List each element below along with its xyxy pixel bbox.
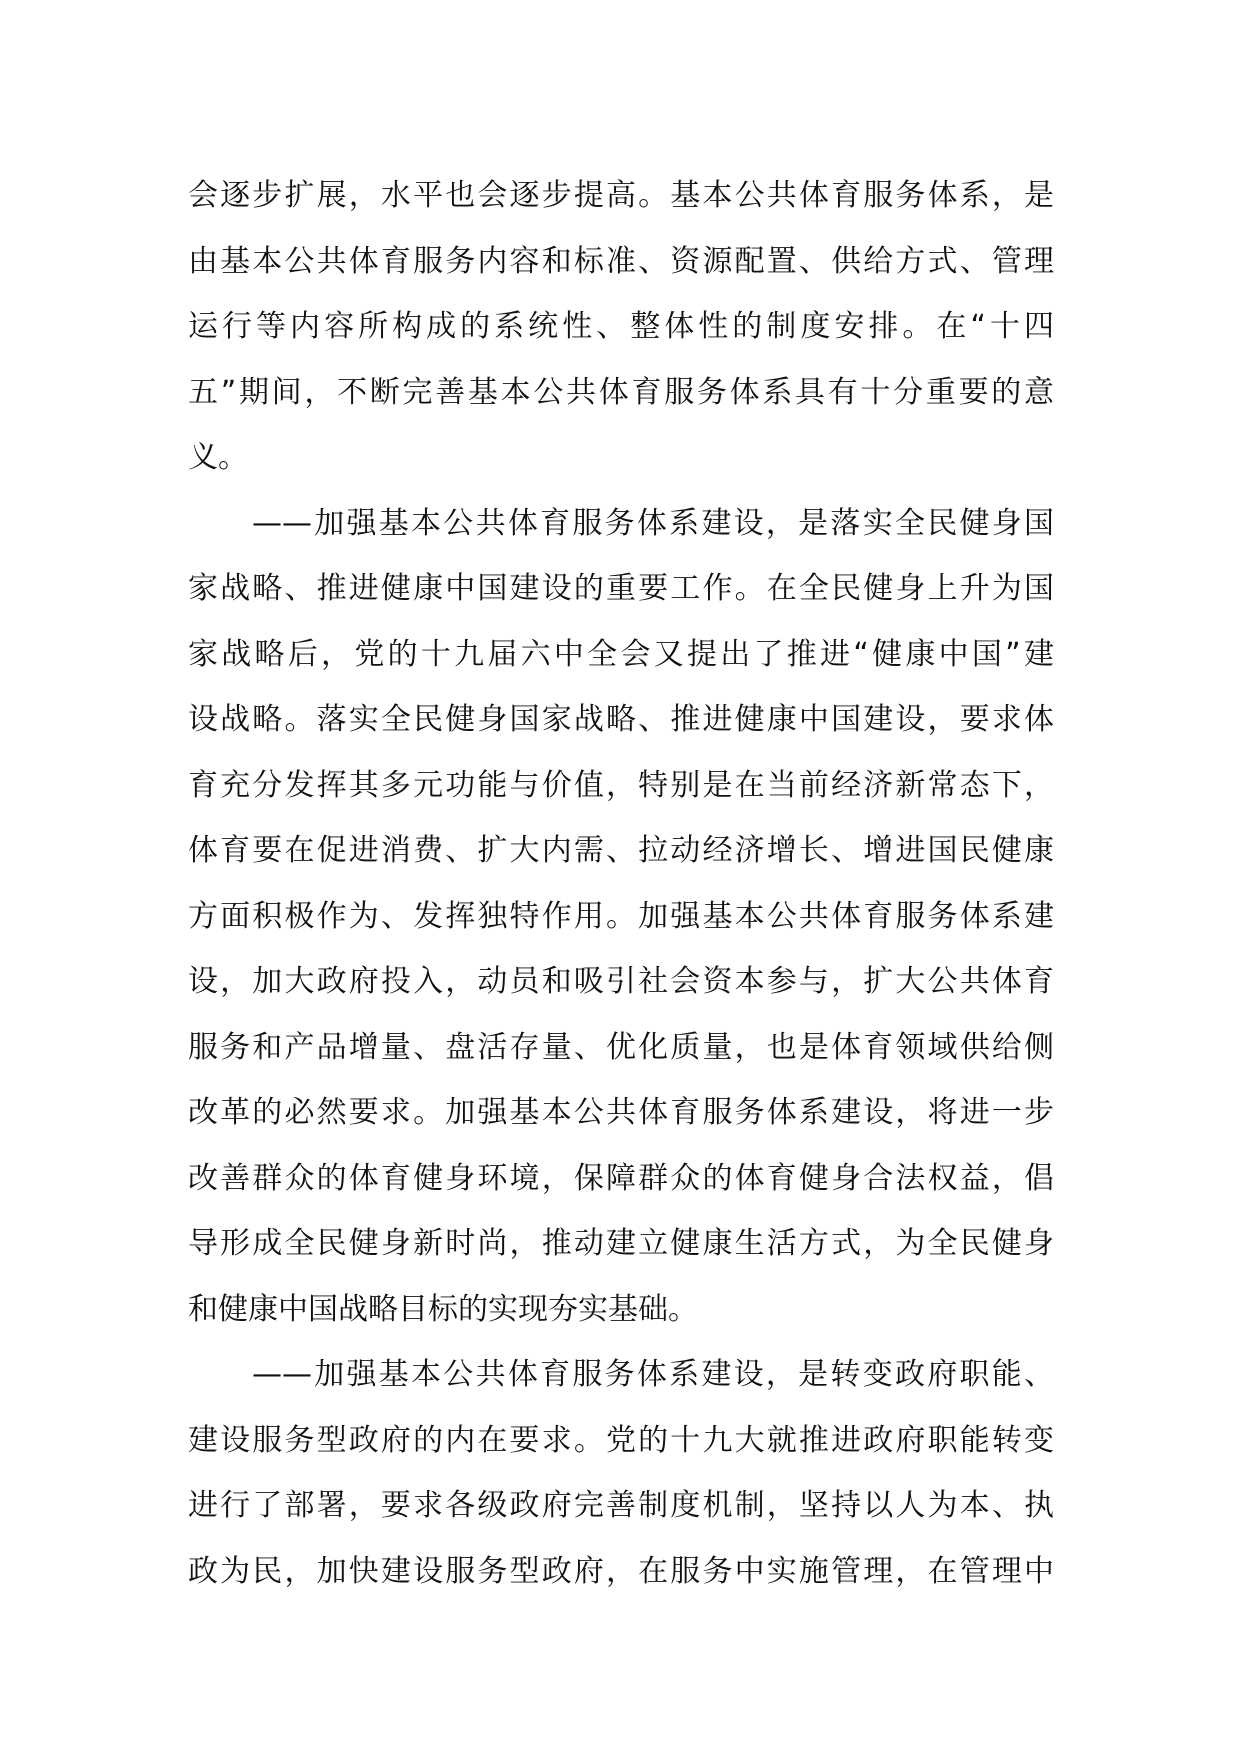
text-line: 体育要在促进消费、扩大内需、拉动经济增长、增进国民健康 bbox=[188, 833, 1054, 868]
text-line: 家战略后，党的十九届六中全会又提出了推进“健康中国”建 bbox=[188, 636, 1054, 672]
text-line: 会逐步扩展，水平也会逐步提高。基本公共体育服务体系，是 bbox=[188, 178, 1054, 213]
text-line: 进行了部署，要求各级政府完善制度机制，坚持以人为本、执 bbox=[188, 1488, 1054, 1523]
text-line: 改善群众的体育健身环境，保障群众的体育健身合法权益，倡 bbox=[188, 1160, 1054, 1196]
text-line: 运行等内容所构成的系统性、整体性的制度安排。在“十四 bbox=[188, 309, 1054, 344]
text-line: 建设服务型政府的内在要求。党的十九大就推进政府职能转变 bbox=[188, 1422, 1054, 1458]
text-line: ——加强基本公共体育服务体系建设，是转变政府职能、 bbox=[252, 1357, 1054, 1392]
paragraph-continuation bbox=[188, 163, 1054, 491]
text-line: 设战略。落实全民健身国家战略、推进健康中国建设，要求体 bbox=[188, 702, 1054, 737]
text-line: 育充分发挥其多元功能与价值，特别是在当前经济新常态下， bbox=[188, 767, 1054, 803]
paragraph-government-functions bbox=[188, 1342, 1054, 1604]
text-line: 方面积极作为、发挥独特作用。加强基本公共体育服务体系建 bbox=[188, 898, 1054, 934]
body-text bbox=[188, 163, 1054, 1604]
text-line: ——加强基本公共体育服务体系建设，是落实全民健身国 bbox=[252, 505, 1054, 541]
text-line: 五”期间，不断完善基本公共体育服务体系具有十分重要的意 bbox=[188, 374, 1054, 410]
paragraph-health-china bbox=[188, 491, 1054, 1343]
text-line: 政为民，加快建设服务型政府，在服务中实施管理，在管理中 bbox=[188, 1553, 1054, 1589]
text-line: 义。 bbox=[188, 440, 248, 475]
text-line: 改革的必然要求。加强基本公共体育服务体系建设，将进一步 bbox=[188, 1095, 1054, 1130]
text-line: 家战略、推进健康中国建设的重要工作。在全民健身上升为国 bbox=[188, 571, 1054, 606]
text-line: 设，加大政府投入，动员和吸引社会资本参与，扩大公共体育 bbox=[188, 964, 1054, 999]
text-line: 导形成全民健身新时尚，推动建立健康生活方式，为全民健身 bbox=[188, 1226, 1054, 1261]
text-line: 和健康中国战略目标的实现夯实基础。 bbox=[188, 1291, 698, 1327]
text-line: 服务和产品增量、盘活存量、优化质量，也是体育领域供给侧 bbox=[188, 1029, 1054, 1065]
text-line: 由基本公共体育服务内容和标准、资源配置、供给方式、管理 bbox=[188, 243, 1054, 279]
